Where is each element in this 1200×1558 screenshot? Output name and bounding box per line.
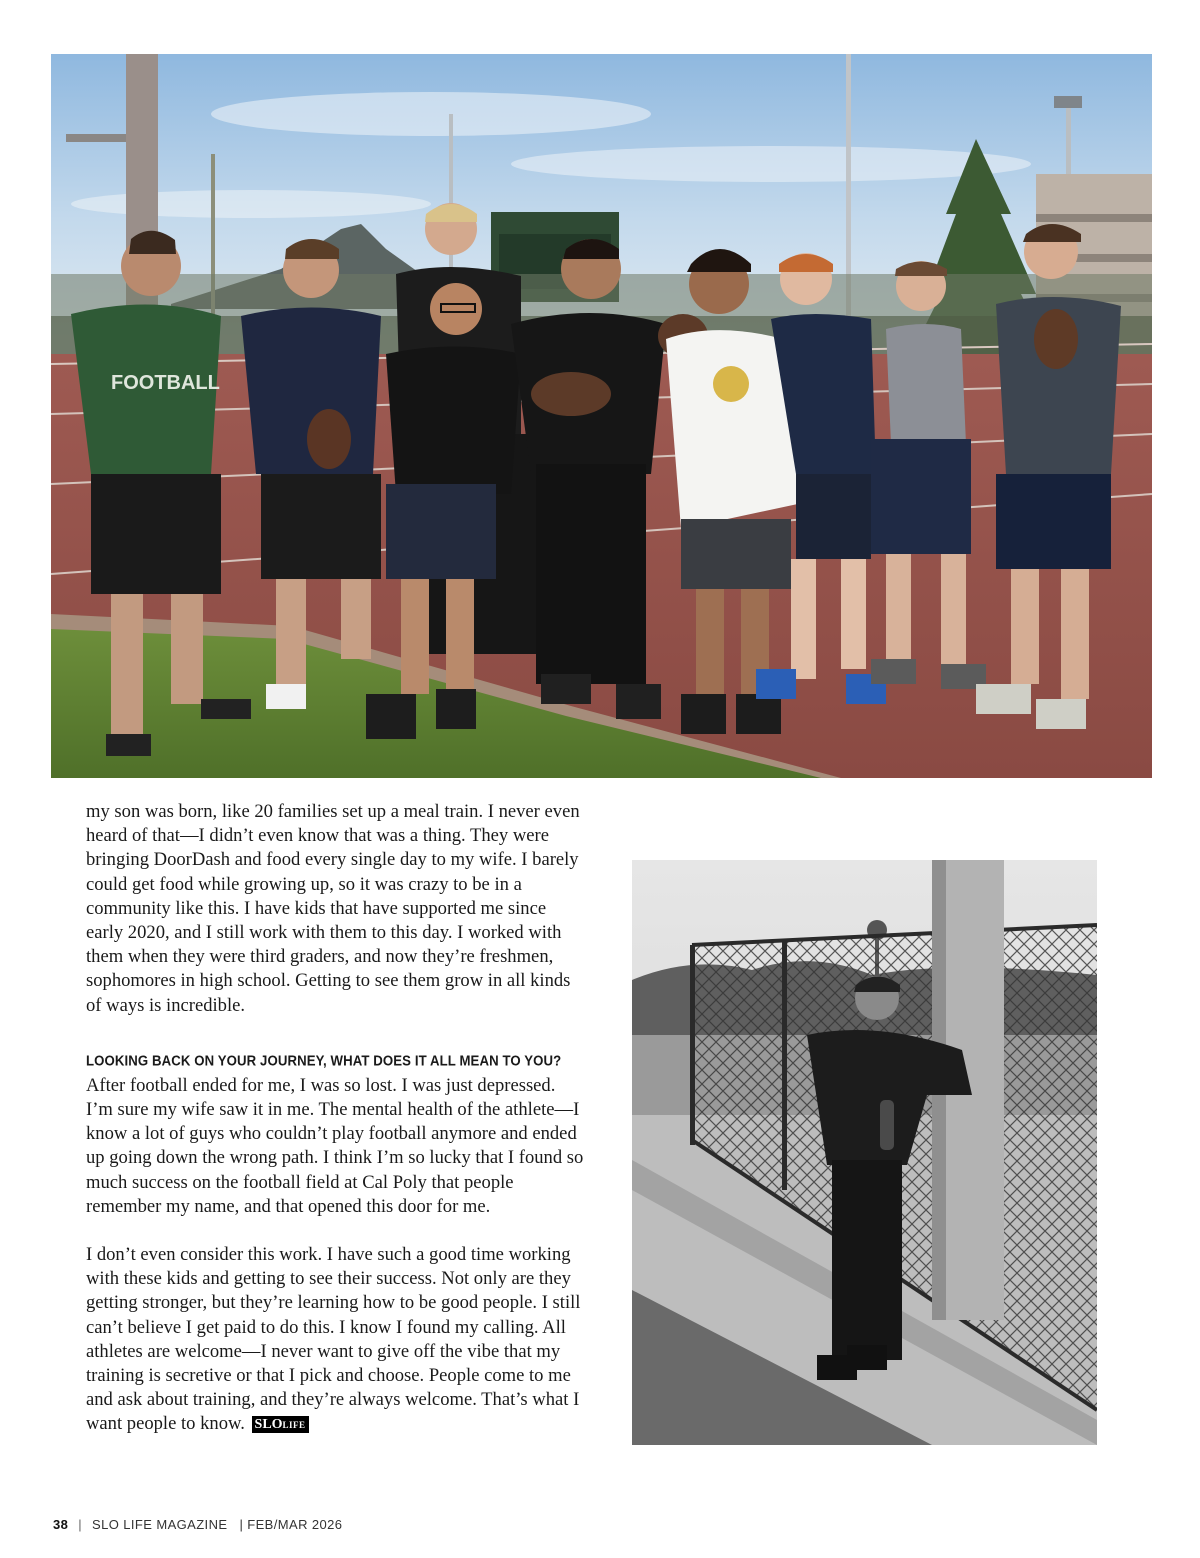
article-body [86,800,586,1437]
portrait-photo [632,860,1097,1445]
team-photo-icon [51,54,1152,778]
shirt-football-text: FOOTBALL [111,372,220,394]
end-mark-small: LIFE [282,1420,306,1431]
page-footer [53,1517,342,1532]
article-question-heading: LOOKING BACK ON YOUR JOURNEY, WHAT DOES IT ALL MEAN TO YOU? [86,1052,562,1069]
page-number: 38 [53,1517,69,1532]
article-paragraph-3-text: I don’t even consider this work. I have such a good time working with these kids and getting to see their success. Not only are they getting stronger, but they’re learning how to be good people. I still can’t believe I get paid to do this. I know I found my calling. All athletes are welcome—I never want to give off the vibe that my training is secretive or that I pick and choose. People come to me and ask about training, and they’re always welcome. That’s what I want people to know. [86,1244,581,1435]
publication-name: SLO LIFE MAGAZINE [92,1517,228,1532]
team-photo [51,54,1152,778]
slo-life-end-mark [252,1416,309,1433]
end-mark-main: SLO [254,1417,283,1433]
article-paragraph-3 [86,1243,586,1437]
portrait-photo-icon [632,860,1097,1445]
footer-separator: | [78,1517,83,1532]
article-paragraph-1: my son was born, like 20 families set up a meal train. I never even heard of that—I didn’t even know that was a thing. They were bringing DoorDash and food every single day to my wife. I barely could get food while growing up, so it was crazy to be in a community like this. I have kids that have supported me since early 2020, and I still work with them to this day. I worked with them when they were third graders, and now they’re freshmen, sophomores in high school. Getting to see them grow in all kinds of ways is incredible. [86,801,580,1016]
issue-date: | FEB/MAR 2026 [239,1517,343,1532]
article-paragraph-2: After football ended for me, I was so lost. I was just depressed. I’m sure my wife saw it in me. The mental health of the athlete—I know a lot of guys who couldn’t play football anymore and ended up going down the wrong path. I think I’m so lucky that I found so much success on the football field at Cal Poly that people remember my name, and that opened this door for me. [86,1074,584,1217]
